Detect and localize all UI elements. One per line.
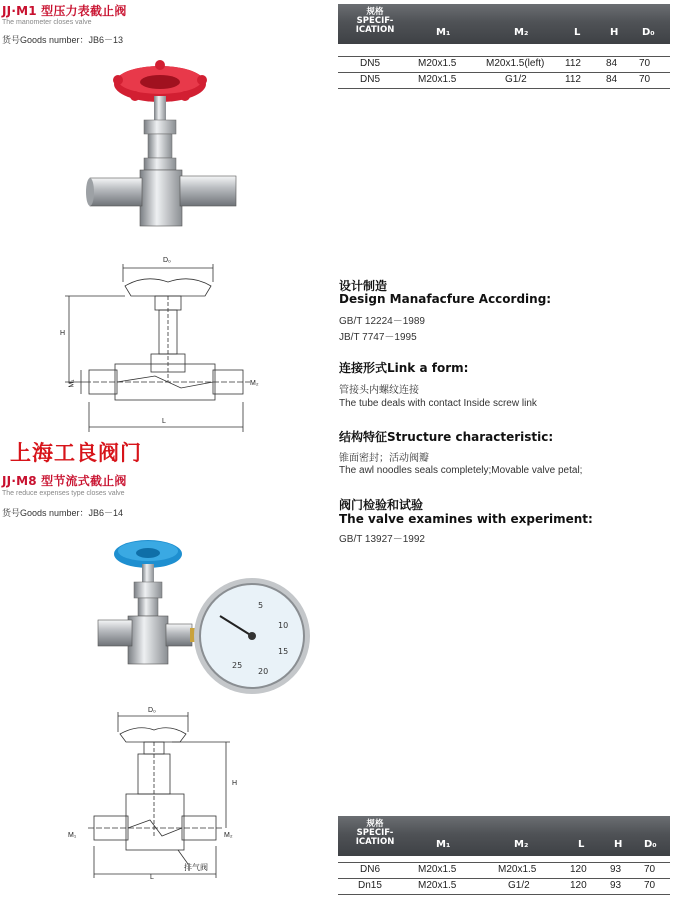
m1-drawing-label-d0: D₀ bbox=[163, 257, 171, 264]
col-l: L bbox=[574, 27, 581, 38]
structure-text-zh: 锥面密封；活动阀瓣 bbox=[339, 453, 429, 464]
m8-drawing-label-h: H bbox=[232, 780, 238, 787]
gauge-number-20: 20 bbox=[258, 667, 269, 676]
design-heading-en: Design Manafacfure According: bbox=[339, 292, 552, 306]
cell-dn: DN6 bbox=[360, 864, 381, 875]
m8-valve-photo bbox=[92, 532, 312, 702]
link-heading: 连接形式Link a form: bbox=[339, 361, 469, 375]
col-d0: D₀ bbox=[642, 27, 655, 38]
brand-name: 上海工良阀门 bbox=[10, 441, 142, 465]
cell-dn: DN5 bbox=[360, 74, 381, 85]
spec-table-1 bbox=[338, 4, 670, 89]
structure-heading: 结构特征Structure characteristic: bbox=[339, 430, 554, 444]
m8-drawing-label-vent: 排气阀 bbox=[184, 863, 208, 872]
inspection-standard: GB/T 13927－1992 bbox=[339, 534, 425, 545]
spec-label-zh: 规格 bbox=[366, 7, 384, 17]
cell-d0: 70 bbox=[644, 864, 656, 875]
cell-d0: 70 bbox=[644, 880, 656, 891]
m8-drawing-label-m1: M₁ bbox=[68, 832, 77, 839]
gauge-number-10: 10 bbox=[278, 621, 289, 630]
spec-label-en2: ICATION bbox=[355, 25, 395, 35]
m1-model-title: JJ·M1 型压力表截止阀 bbox=[2, 4, 127, 18]
cell-l: 112 bbox=[565, 58, 581, 69]
cell-m1: M20x1.5 bbox=[418, 74, 457, 85]
col-d0: D₀ bbox=[644, 839, 657, 850]
cell-dn: Dn15 bbox=[358, 880, 382, 891]
cell-h: 93 bbox=[610, 864, 622, 875]
link-text-en: The tube deals with contact Inside screw link bbox=[339, 398, 537, 409]
col-h: H bbox=[614, 839, 623, 850]
cell-d0: 70 bbox=[639, 74, 651, 85]
m1-valve-photo bbox=[60, 56, 260, 236]
m8-drawing-label-l: L bbox=[150, 874, 154, 881]
m8-drawing-label-m2: M₂ bbox=[224, 832, 233, 839]
cell-l: 120 bbox=[570, 880, 587, 891]
m1-drawing-label-m2: M₂ bbox=[250, 380, 259, 387]
table-row bbox=[338, 73, 670, 89]
m1-drawing-label-h: H bbox=[60, 330, 66, 337]
m1-drawing-label-m1: M₁ bbox=[68, 379, 76, 388]
spec-table-1-header bbox=[338, 4, 670, 44]
spec-table-2-header bbox=[338, 816, 670, 856]
spec-label-en1: SPECIF- bbox=[356, 828, 394, 838]
inspection-heading-zh: 阀门检验和试验 bbox=[339, 498, 424, 512]
design-standard-2: JB/T 7747－1995 bbox=[339, 332, 417, 343]
table-row bbox=[338, 56, 670, 73]
m8-model-subtitle: The reduce expenses type closes valve bbox=[2, 490, 125, 497]
gauge-number-5: 5 bbox=[258, 601, 264, 610]
cell-h: 84 bbox=[606, 58, 618, 69]
col-m1: M₁ bbox=[436, 839, 451, 850]
structure-text-en: The awl noodles seals completely;Movable valve petal; bbox=[339, 465, 583, 476]
cell-m2: M20x1.5 bbox=[498, 864, 537, 875]
gauge-number-15: 15 bbox=[278, 647, 289, 656]
design-heading-zh: 设计制造 bbox=[339, 279, 388, 293]
cell-m1: M20x1.5 bbox=[418, 58, 457, 69]
cell-m1: M20x1.5 bbox=[418, 864, 457, 875]
cell-h: 93 bbox=[610, 880, 622, 891]
m8-technical-drawing bbox=[68, 706, 248, 886]
col-h: H bbox=[610, 27, 619, 38]
spec-label-en2: ICATION bbox=[355, 837, 395, 847]
cell-m2: M20x1.5(left) bbox=[486, 58, 545, 69]
cell-h: 84 bbox=[606, 74, 618, 85]
col-m1: M₁ bbox=[436, 27, 451, 38]
spec-label-zh: 规格 bbox=[366, 819, 384, 829]
m8-goods-number: 货号Goods number：JB6－14 bbox=[2, 508, 124, 518]
spec-table-2 bbox=[338, 816, 670, 895]
col-l: L bbox=[578, 839, 585, 850]
gauge-number-25: 25 bbox=[232, 661, 243, 670]
inspection-heading-en: The valve examines with experiment: bbox=[339, 512, 593, 526]
m8-model-title: JJ·M8 型节流式截止阀 bbox=[2, 474, 127, 488]
link-text-zh: 管接头内螺纹连接 bbox=[339, 385, 419, 396]
col-m2: M₂ bbox=[514, 27, 529, 38]
cell-m2: G1/2 bbox=[505, 74, 527, 85]
col-m2: M₂ bbox=[514, 839, 529, 850]
spec-header-label bbox=[350, 8, 400, 35]
cell-d0: 70 bbox=[639, 58, 651, 69]
design-standard-1: GB/T 12224－1989 bbox=[339, 316, 425, 327]
m1-drawing-label-l: L bbox=[162, 418, 166, 425]
cell-l: 120 bbox=[570, 864, 587, 875]
table-row bbox=[338, 862, 670, 879]
spec-header-label bbox=[350, 820, 400, 847]
m1-model-subtitle: The manometer closes valve bbox=[2, 19, 92, 26]
cell-m1: M20x1.5 bbox=[418, 880, 457, 891]
m1-technical-drawing bbox=[55, 252, 255, 437]
m1-goods-number: 货号Goods number：JB6－13 bbox=[2, 35, 124, 45]
spec-label-en1: SPECIF- bbox=[356, 16, 394, 26]
cell-m2: G1/2 bbox=[508, 880, 530, 891]
m8-drawing-label-d0: D₀ bbox=[148, 707, 156, 714]
table-row bbox=[338, 879, 670, 895]
cell-dn: DN5 bbox=[360, 58, 381, 69]
cell-l: 112 bbox=[565, 74, 581, 85]
